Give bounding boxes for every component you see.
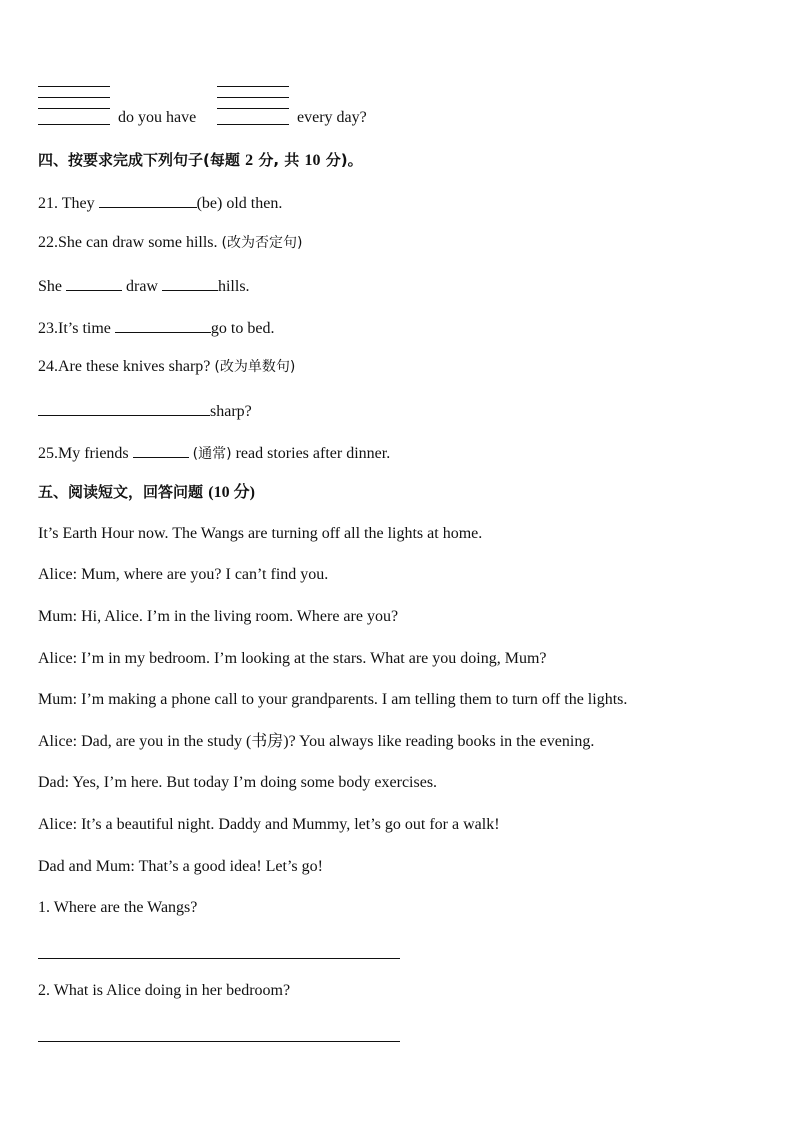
section4-mid2: 共 [284, 151, 300, 169]
q23-answer-blank[interactable] [115, 316, 211, 333]
question-22 [38, 233, 302, 253]
top-blank-rule [38, 97, 110, 98]
passage-line: Alice: Dad, are you in the study (书房)? You always like reading books in the evening. [38, 733, 595, 750]
q22ans-text-a: She [38, 278, 62, 295]
reading-question-1: 1. Where are the Wangs? [38, 899, 198, 916]
reading-answer-line-2[interactable] [38, 1041, 400, 1042]
top-blank-rule [217, 86, 289, 87]
top-blank-rule [217, 97, 289, 98]
q22-note: (改为否定句) [221, 235, 303, 251]
q25-answer-blank[interactable] [133, 441, 189, 458]
passage-line: Dad: Yes, I’m here. But today I’m doing some body exercises. [38, 774, 438, 791]
q21-text-b: (be) old then. [196, 195, 283, 212]
q22ans-text-b: draw [126, 278, 158, 295]
q24-answer-line [38, 399, 252, 422]
reading-question-2: 2. What is Alice doing in her bedroom? [38, 982, 291, 999]
reading-answer-line-1[interactable] [38, 958, 400, 959]
passage-line: Alice: It’s a beautiful night. Daddy and Mummy, let’s go out for a walk! [38, 816, 500, 833]
top-blank-rule [38, 108, 110, 109]
q22-answer-line [38, 274, 250, 297]
q25-hint: (通常) [192, 446, 232, 462]
top-blank-rule [38, 124, 110, 125]
top-question-text-b: every day? [297, 109, 367, 126]
q22ans-text-c: hills. [217, 278, 250, 295]
top-blank-rule [217, 124, 289, 125]
passage-line: Mum: Hi, Alice. I’m in the living room. Where are you? [38, 608, 399, 625]
q24ans-text: sharp? [210, 403, 252, 420]
top-blank-rule [38, 86, 110, 87]
q21-text-a: They [61, 195, 95, 212]
passage-line: Dad and Mum: That’s a good idea! Let’s go! [38, 858, 323, 875]
q23-text-b: go to bed. [210, 320, 275, 337]
q25-number: 25. [38, 445, 58, 462]
question-24 [38, 357, 295, 377]
q25-text-c: read stories after dinner. [235, 445, 391, 462]
section5-heading [38, 482, 255, 503]
top-blank-rule [217, 108, 289, 109]
section5-heading-text: 五、阅读短文，回答问题 [38, 483, 204, 501]
q23-number: 23. [38, 320, 58, 337]
q22-answer-blank-2[interactable] [162, 274, 218, 291]
question-25 [38, 441, 390, 464]
q21-answer-blank[interactable] [99, 191, 197, 208]
q22-number: 22. [38, 234, 58, 251]
section4-heading [38, 150, 363, 171]
section4-num2: 10 [304, 152, 321, 169]
passage-line: Alice: I’m in my bedroom. I’m looking at the stars. What are you doing, Mum? [38, 650, 547, 667]
section4-heading-text: 四、按要求完成下列句子(每题 [38, 151, 240, 169]
q24-answer-blank[interactable] [38, 399, 210, 416]
top-question-text-a: do you have [118, 109, 197, 126]
q21-number: 21. [38, 195, 58, 212]
section4-mid: 分, [258, 151, 280, 169]
q24-note: (改为单数句) [214, 359, 296, 375]
passage-line: Alice: Mum, where are you? I can’t find you. [38, 566, 329, 583]
section4-num1: 2 [245, 152, 254, 169]
q25-text-a: My friends [58, 445, 129, 462]
passage-line: Mum: I’m making a phone call to your grandparents. I am telling them to turn off the lights. [38, 691, 628, 708]
q22-answer-blank-1[interactable] [66, 274, 122, 291]
q24-text: Are these knives sharp? [58, 358, 211, 375]
section4-tail: 分)。 [325, 151, 363, 169]
q24-number: 24. [38, 358, 58, 375]
question-21 [38, 191, 282, 214]
q22-text: She can draw some hills. [58, 234, 218, 251]
passage-line: It’s Earth Hour now. The Wangs are turning off all the lights at home. [38, 525, 483, 542]
q23-text-a: It’s time [58, 320, 111, 337]
section5-score: (10 分) [208, 484, 255, 501]
question-23 [38, 316, 274, 339]
